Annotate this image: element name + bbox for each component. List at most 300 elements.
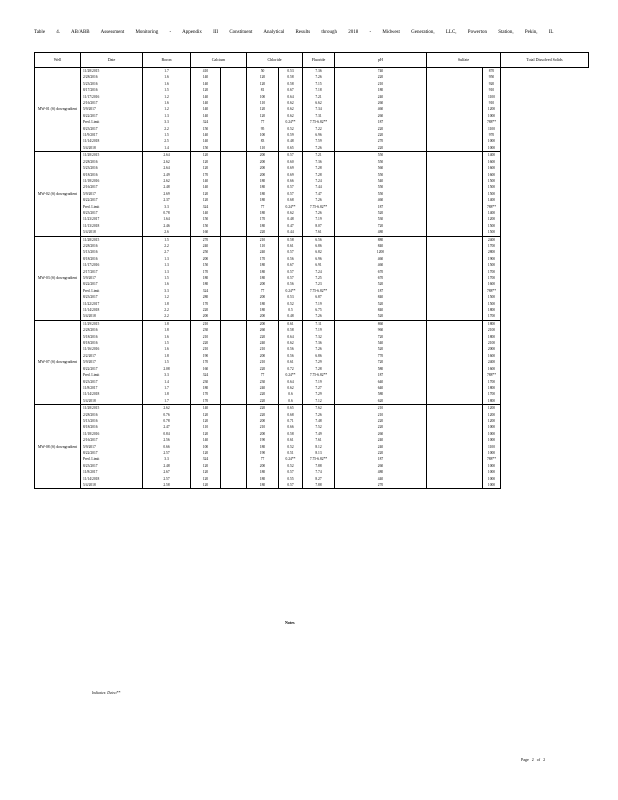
fluoride-cell: 0.57	[279, 269, 303, 275]
fluoride-cell: 0.56	[279, 353, 303, 359]
ph-cell: 7.26	[303, 346, 335, 352]
tds-cell: 1000	[483, 437, 501, 443]
sulfate-cell: 187	[335, 288, 427, 294]
boron-cell: 3.3	[143, 288, 191, 294]
sulfate-cell: 550	[335, 184, 427, 190]
fluoride-cell: 0.48	[279, 138, 303, 144]
date-cell: 11/8/2017	[81, 469, 143, 475]
chloride-cell: 180	[247, 178, 279, 184]
ph-cell: 7.36	[303, 340, 335, 346]
calcium-cell: 410	[191, 68, 221, 75]
fluoride-cell: 0.61	[279, 243, 303, 249]
date-cell: 8/23/2017	[81, 463, 143, 469]
calcium-cell: 120	[191, 165, 221, 171]
sulfate-cell: 460	[335, 197, 427, 203]
calcium-cell: 150	[191, 145, 221, 152]
tds-cell: 1500	[483, 184, 501, 190]
sulfate-cell: 520	[335, 281, 427, 287]
sulfate-cell: 720	[335, 359, 427, 365]
calcium-cell: 120	[191, 87, 221, 93]
calcium-cell: 120	[191, 431, 221, 437]
chloride-cell: 200	[247, 172, 279, 178]
calcium-cell: 170	[191, 269, 221, 275]
tds-cell: 1500	[483, 178, 501, 184]
calcium-cell: 140	[191, 100, 221, 106]
ph-cell: 7.25	[303, 275, 335, 281]
calcium-cell: 170	[191, 301, 221, 307]
ph-cell: 6.96	[303, 256, 335, 262]
date-cell: 8/22/2017	[81, 197, 143, 203]
date-cell: 8/23/2017	[81, 210, 143, 216]
date-cell: 5/4/2018	[81, 145, 143, 152]
tds-cell: 1700	[483, 379, 501, 385]
boron-cell: 2.2	[143, 243, 191, 249]
tds-cell: 1900	[483, 256, 501, 262]
boron-cell: 2.2	[143, 126, 191, 132]
ph-cell: 7.26	[303, 412, 335, 418]
date-cell: Pred. Limit	[81, 204, 143, 210]
boron-cell: 2.62	[143, 178, 191, 184]
notes-mark: Notes	[285, 620, 295, 625]
calcium-cell: 120	[191, 412, 221, 418]
sulfate-qualifier	[427, 320, 483, 327]
sulfate-cell: 520	[335, 301, 427, 307]
chloride-cell: 200	[247, 313, 279, 320]
boron-cell: 1.6	[143, 100, 191, 106]
date-cell: 2/17/2017	[81, 269, 143, 275]
date-cell: 2/16/2017	[81, 437, 143, 443]
fluoride-cell: 0.52	[279, 126, 303, 132]
boron-cell: 1.6	[143, 281, 191, 287]
chloride-cell: 190	[247, 437, 279, 443]
ph-cell: 7.75-6.82**	[303, 204, 335, 210]
tds-cell: 1800	[483, 334, 501, 340]
calcium-cell: 140	[191, 138, 221, 144]
date-cell: 11/9/2017	[81, 132, 143, 138]
fluoride-cell: 0.57	[279, 249, 303, 255]
ph-cell: 6.56	[303, 236, 335, 243]
fluoride-cell: 0.24**	[279, 372, 303, 378]
date-cell: 5/23/2016	[81, 81, 143, 87]
chloride-cell: 170	[247, 256, 279, 262]
tds-cell: 1000	[483, 476, 501, 482]
fluoride-cell: 0.69	[279, 165, 303, 171]
calcium-cell: 120	[191, 476, 221, 482]
fluoride-cell: 0.65	[279, 405, 303, 412]
tds-cell: 2000	[483, 346, 501, 352]
date-cell: 2/2/2017	[81, 353, 143, 359]
tds-cell: 1800	[483, 385, 501, 391]
boron-cell: 3.3	[143, 372, 191, 378]
sulfate-cell: 520	[335, 210, 427, 216]
calcium-cell: 120	[191, 418, 221, 424]
tds-cell: 788**	[483, 456, 501, 462]
fluoride-cell: 0.62	[279, 210, 303, 216]
boron-cell: 2.2	[143, 307, 191, 313]
sulfate-cell: 530	[335, 216, 427, 222]
date-cell: 11/14/2018	[81, 391, 143, 397]
boron-cell: 1.8	[143, 391, 191, 397]
calcium-cell: 120	[191, 152, 221, 159]
chloride-cell: 180	[247, 469, 279, 475]
chloride-cell: 120	[247, 106, 279, 112]
calcium-qualifier	[221, 152, 247, 159]
date-cell: 2/16/2017	[81, 100, 143, 106]
date-cell: 11/16/2016	[81, 346, 143, 352]
chloride-cell: 220	[247, 366, 279, 372]
tds-cell: 1400	[483, 152, 501, 159]
calcium-cell: 220	[191, 307, 221, 313]
date-cell: 11/29/2015	[81, 320, 143, 327]
chloride-cell: 100	[247, 132, 279, 138]
date-cell: 11/17/2016	[81, 262, 143, 268]
chloride-cell: 180	[247, 444, 279, 450]
chloride-cell: 50	[247, 68, 279, 75]
date-cell: Pred. Limit	[81, 456, 143, 462]
date-cell: 11/18/2016	[81, 431, 143, 437]
calcium-qualifier	[221, 398, 247, 405]
date-cell: 8/23/2017	[81, 126, 143, 132]
boron-cell: 1.64	[143, 216, 191, 222]
tds-cell: 1700	[483, 275, 501, 281]
boron-cell: 3.3	[143, 204, 191, 210]
fluoride-cell: 0.59	[279, 132, 303, 138]
calcium-cell: 120	[191, 463, 221, 469]
date-cell: 2/28/2016	[81, 327, 143, 333]
sulfate-cell: 670	[335, 275, 427, 281]
sulfate-cell: 960	[335, 327, 427, 333]
date-cell: 11/18/2016	[81, 178, 143, 184]
chloride-cell: 190	[247, 450, 279, 456]
calcium-cell: 120	[191, 159, 221, 165]
date-cell: 2/28/2016	[81, 243, 143, 249]
sulfate-cell: 220	[335, 126, 427, 132]
date-cell: 8/18/2016	[81, 340, 143, 346]
chloride-cell: 180	[247, 275, 279, 281]
tds-cell: 1600	[483, 281, 501, 287]
chloride-cell: 77	[247, 204, 279, 210]
tds-cell: 910	[483, 100, 501, 106]
tds-cell: 1200	[483, 412, 501, 418]
calcium-qualifier	[221, 405, 247, 412]
sulfate-cell: 840	[335, 307, 427, 313]
ph-cell: 7.21	[303, 94, 335, 100]
tds-cell: 950	[483, 74, 501, 80]
fluoride-cell: 0.55	[279, 476, 303, 482]
calcium-qualifier	[221, 482, 247, 489]
sulfate-cell: 210	[335, 405, 427, 412]
tds-cell: 1600	[483, 159, 501, 165]
date-cell: 5/23/2016	[81, 165, 143, 171]
chloride-cell: 77	[247, 456, 279, 462]
boron-cell: 0.76	[143, 412, 191, 418]
boron-cell: 1.5	[143, 275, 191, 281]
sulfate-cell: 220	[335, 132, 427, 138]
tds-cell: 870	[483, 68, 501, 75]
chloride-cell: 200	[247, 281, 279, 287]
date-cell: 5/4/2018	[81, 229, 143, 236]
date-cell: 8/17/2016	[81, 87, 143, 93]
ph-cell: 7.26	[303, 197, 335, 203]
boron-cell: 1.2	[143, 106, 191, 112]
fluoride-cell: 0.57	[279, 469, 303, 475]
ph-cell: 7.28	[303, 366, 335, 372]
chloride-cell: 77	[247, 372, 279, 378]
date-cell: 11/23/2017	[81, 216, 143, 222]
boron-cell: 1.6	[143, 81, 191, 87]
date-cell: 8/18/2016	[81, 172, 143, 178]
sulfate-qualifier	[427, 152, 483, 159]
fluoride-cell: 0.44	[279, 229, 303, 236]
well-label: MW-03 (S) downgradient	[35, 236, 81, 320]
chloride-cell: 240	[247, 340, 279, 346]
fluoride-cell: 0.24**	[279, 288, 303, 294]
calcium-cell: 120	[191, 450, 221, 456]
fluoride-cell: 0.66	[279, 178, 303, 184]
sulfate-cell: 260	[335, 113, 427, 119]
calcium-cell: 110	[191, 424, 221, 430]
boron-cell: 2.5	[143, 138, 191, 144]
calcium-cell: 180	[191, 275, 221, 281]
date-cell: 11/22/2017	[81, 301, 143, 307]
chloride-cell: 180	[247, 482, 279, 489]
date-cell: 11/14/2018	[81, 476, 143, 482]
chloride-cell: 220	[247, 412, 279, 418]
date-cell: 11/28/2015	[81, 405, 143, 412]
calcium-cell: 120	[191, 191, 221, 197]
tds-cell: 1100	[483, 444, 501, 450]
boron-cell: 2.67	[143, 469, 191, 475]
sulfate-cell: 460	[335, 262, 427, 268]
chloride-cell: 200	[247, 152, 279, 159]
ph-cell: 7.11	[303, 320, 335, 327]
fluoride-cell: 0.52	[279, 301, 303, 307]
boron-cell: 0.78	[143, 210, 191, 216]
table-row	[35, 229, 589, 236]
boron-cell: 2.08	[143, 366, 191, 372]
date-cell: 11/28/2015	[81, 68, 143, 75]
boron-cell: 2.47	[143, 424, 191, 430]
date-cell: 5/9/2017	[81, 191, 143, 197]
date-cell: 8/22/2017	[81, 450, 143, 456]
header-calcium: Calcium	[191, 53, 247, 68]
ph-cell: 7.88	[303, 463, 335, 469]
fluoride-cell: 0.58	[279, 327, 303, 333]
fluoride-cell: 0.6	[279, 391, 303, 397]
chloride-cell: 120	[247, 113, 279, 119]
date-cell: 2/28/2016	[81, 74, 143, 80]
fluoride-cell: 0.57	[279, 184, 303, 190]
table-row	[35, 320, 589, 327]
date-cell: 2/28/2016	[81, 412, 143, 418]
fluoride-cell: 0.48	[279, 216, 303, 222]
chloride-cell: 180	[247, 262, 279, 268]
fluoride-cell: 0.58	[279, 236, 303, 243]
tds-cell: 1000	[483, 469, 501, 475]
chloride-cell: 200	[247, 353, 279, 359]
ph-cell: 7.26	[303, 74, 335, 80]
calcium-cell: 280	[191, 294, 221, 300]
date-cell: Pred. Limit	[81, 119, 143, 125]
sulfate-cell: 260	[335, 463, 427, 469]
date-cell: 8/22/2017	[81, 281, 143, 287]
date-cell: 5/9/2017	[81, 106, 143, 112]
calcium-cell: 324	[191, 372, 221, 378]
chloride-cell: 200	[247, 294, 279, 300]
chloride-cell: 180	[247, 210, 279, 216]
calcium-cell: 100	[191, 444, 221, 450]
page-number: Page 2 of 2	[521, 757, 546, 762]
sulfate-cell: 480	[335, 469, 427, 475]
chloride-cell: 220	[247, 334, 279, 340]
boron-cell: 2.49	[143, 172, 191, 178]
boron-cell: 1.8	[143, 327, 191, 333]
sulfate-cell: 220	[335, 424, 427, 430]
ph-cell: 7.19	[303, 301, 335, 307]
fluoride-cell: 0.68	[279, 197, 303, 203]
date-cell: 11/13/2018	[81, 223, 143, 229]
fluoride-cell: 0.5	[279, 307, 303, 313]
tds-cell: 788**	[483, 119, 501, 125]
footnote: Indicates: Detect**	[92, 691, 121, 695]
tds-cell: 1000	[483, 450, 501, 456]
fluoride-cell: 0.61	[279, 437, 303, 443]
sulfate-cell: 580	[335, 391, 427, 397]
calcium-qualifier	[221, 313, 247, 320]
sulfate-cell: 620	[335, 398, 427, 405]
calcium-qualifier	[221, 236, 247, 243]
sulfate-cell: 550	[335, 159, 427, 165]
tds-cell: 1100	[483, 126, 501, 132]
ph-cell: 7.24	[303, 269, 335, 275]
tds-cell: 1600	[483, 172, 501, 178]
boron-cell: 0.66	[143, 444, 191, 450]
calcium-cell: 210	[191, 346, 221, 352]
table-row	[35, 152, 589, 159]
sulfate-cell: 240	[335, 437, 427, 443]
fluoride-cell: 0.52	[279, 463, 303, 469]
fluoride-cell: 0.6	[279, 398, 303, 405]
boron-cell: 3.3	[143, 119, 191, 125]
chloride-cell: 200	[247, 165, 279, 171]
tds-cell: 1200	[483, 418, 501, 424]
fluoride-cell: 0.53	[279, 294, 303, 300]
date-cell: Pred. Limit	[81, 372, 143, 378]
tds-cell: 1200	[483, 216, 501, 222]
fluoride-cell: 0.62	[279, 113, 303, 119]
boron-cell: 1.3	[143, 269, 191, 275]
tds-cell: 1200	[483, 106, 501, 112]
ph-cell: 8.12	[303, 444, 335, 450]
calcium-cell: 150	[191, 126, 221, 132]
fluoride-cell: 0.61	[279, 320, 303, 327]
boron-cell: 0.84	[143, 431, 191, 437]
tds-cell: 970	[483, 132, 501, 138]
ph-cell: 6.91	[303, 262, 335, 268]
fluoride-cell: 0.52	[279, 444, 303, 450]
calcium-cell: 160	[191, 366, 221, 372]
sulfate-qualifier	[427, 68, 483, 75]
fluoride-cell: 0.24**	[279, 204, 303, 210]
ph-cell: 8.13	[303, 450, 335, 456]
sulfate-cell: 550	[335, 172, 427, 178]
calcium-cell: 210	[191, 320, 221, 327]
ph-cell: 7.32	[303, 334, 335, 340]
ph-cell: 7.61	[303, 229, 335, 236]
calcium-cell: 180	[191, 281, 221, 287]
boron-cell: 1.7	[143, 385, 191, 391]
header-date: Date	[81, 53, 143, 68]
ph-cell: 6.82	[303, 249, 335, 255]
header-ph: pH	[335, 53, 427, 68]
sulfate-cell: 180	[335, 87, 427, 93]
sulfate-cell: 460	[335, 106, 427, 112]
tds-cell: 1500	[483, 294, 501, 300]
ph-cell: 7.18	[303, 87, 335, 93]
boron-cell: 2.58	[143, 482, 191, 489]
boron-cell: 2.62	[143, 405, 191, 412]
sulfate-cell: 187	[335, 204, 427, 210]
table-row	[35, 405, 589, 412]
tds-cell: 1700	[483, 243, 501, 249]
fluoride-cell: 0.66	[279, 424, 303, 430]
fluoride-cell: 0.57	[279, 152, 303, 159]
sulfate-qualifier	[427, 482, 483, 489]
calcium-cell: 140	[191, 210, 221, 216]
sulfate-qualifier	[427, 145, 483, 152]
well-label: MW-08 (S) downgradient	[35, 405, 81, 489]
sulfate-qualifier	[427, 313, 483, 320]
boron-cell: 2.48	[143, 463, 191, 469]
ph-cell: 7.19	[303, 379, 335, 385]
chloride-cell: 240	[247, 385, 279, 391]
boron-cell: 1.7	[143, 398, 191, 405]
ph-cell: 7.24	[303, 178, 335, 184]
fluoride-cell: 0.62	[279, 340, 303, 346]
boron-cell: 2.57	[143, 476, 191, 482]
tds-cell: 1000	[483, 482, 501, 489]
date-cell: 5/9/2017	[81, 444, 143, 450]
ph-cell: 7.59	[303, 138, 335, 144]
calcium-cell: 140	[191, 106, 221, 112]
sulfate-cell: 187	[335, 456, 427, 462]
calcium-cell: 120	[191, 482, 221, 489]
ph-cell: 7.62	[303, 405, 335, 412]
sulfate-cell: 270	[335, 482, 427, 489]
ph-cell: 8.27	[303, 476, 335, 482]
ph-cell: 8.07	[303, 223, 335, 229]
sulfate-cell: 220	[335, 418, 427, 424]
sulfate-cell: 220	[335, 74, 427, 80]
sulfate-cell: 260	[335, 100, 427, 106]
tds-cell: 1100	[483, 94, 501, 100]
tds-cell: 1000	[483, 424, 501, 430]
ph-cell: 7.36	[303, 159, 335, 165]
calcium-cell: 324	[191, 119, 221, 125]
date-cell: 11/28/2015	[81, 152, 143, 159]
sulfate-cell: 220	[335, 450, 427, 456]
calcium-cell: 220	[191, 340, 221, 346]
fluoride-cell: 0.51	[279, 450, 303, 456]
fluoride-cell: 0.24**	[279, 119, 303, 125]
table-row	[35, 68, 589, 75]
calcium-cell: 160	[191, 229, 221, 236]
tds-cell: 1000	[483, 113, 501, 119]
sulfate-cell: 520	[335, 346, 427, 352]
well-label: MW-02 (S) downgradient	[35, 152, 81, 236]
calcium-cell: 180	[191, 385, 221, 391]
boron-cell: 1.3	[143, 262, 191, 268]
